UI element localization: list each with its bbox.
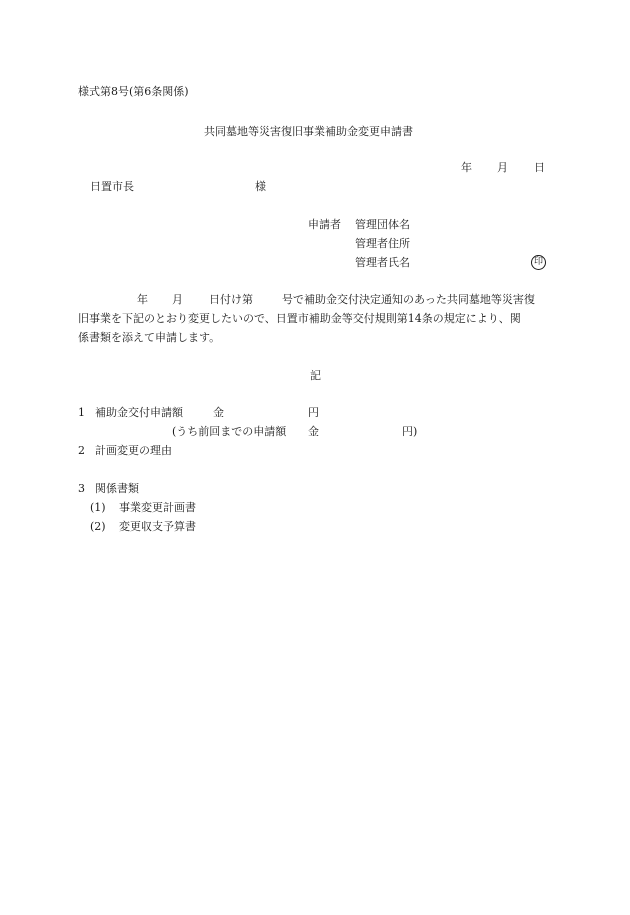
body-line1-text: 号で補助金交付決定通知のあった共同墓地等災害復 — [282, 293, 535, 306]
body-line3: 係書類を添えて申請します。 — [78, 331, 221, 344]
body-month: 月 — [172, 293, 183, 306]
doc-2-label: 変更収支予算書 — [119, 520, 196, 533]
addressee-honorific: 様 — [255, 180, 266, 193]
applicant-org-label: 管理団体名 — [355, 218, 410, 231]
form-number: 様式第8号(第6条関係) — [78, 85, 189, 98]
document-title: 共同墓地等災害復旧事業補助金変更申請書 — [204, 125, 413, 138]
item3-label: 関係書類 — [95, 482, 139, 495]
item1-number: 1 — [78, 406, 85, 419]
item1-yen: 円 — [308, 406, 319, 419]
body-line2: 旧事業を下記のとおり変更したいので、日置市補助金等交付規則第14条の規定により、関 — [78, 312, 521, 325]
item2-number: 2 — [78, 444, 85, 457]
item1-previous-kin: 金 — [308, 425, 319, 438]
date-day: 日 — [534, 161, 545, 174]
addressee-name: 日置市長 — [90, 180, 134, 193]
item2-label: 計画変更の理由 — [95, 444, 172, 457]
date-month: 月 — [497, 161, 508, 174]
ki-heading: 記 — [310, 369, 321, 382]
applicant-name-label: 管理者氏名 — [355, 256, 410, 269]
doc-1-label: 事業変更計画書 — [119, 501, 196, 514]
item1-kin: 金 — [213, 406, 224, 419]
item3-number: 3 — [78, 482, 85, 495]
doc-2-number: (2) — [90, 520, 106, 533]
item1-previous-label: (うち前回までの申請額 — [172, 425, 287, 438]
body-year: 年 — [137, 293, 148, 306]
doc-1-number: (1) — [90, 501, 106, 514]
item1-previous-yen: 円) — [402, 425, 418, 438]
applicant-label: 申請者 — [308, 218, 341, 231]
seal-mark: 印 — [531, 255, 546, 270]
item1-label: 補助金交付申請額 — [95, 406, 183, 419]
date-year: 年 — [461, 161, 472, 174]
body-issue-date: 日付け第 — [209, 293, 253, 306]
applicant-address-label: 管理者住所 — [355, 237, 410, 250]
